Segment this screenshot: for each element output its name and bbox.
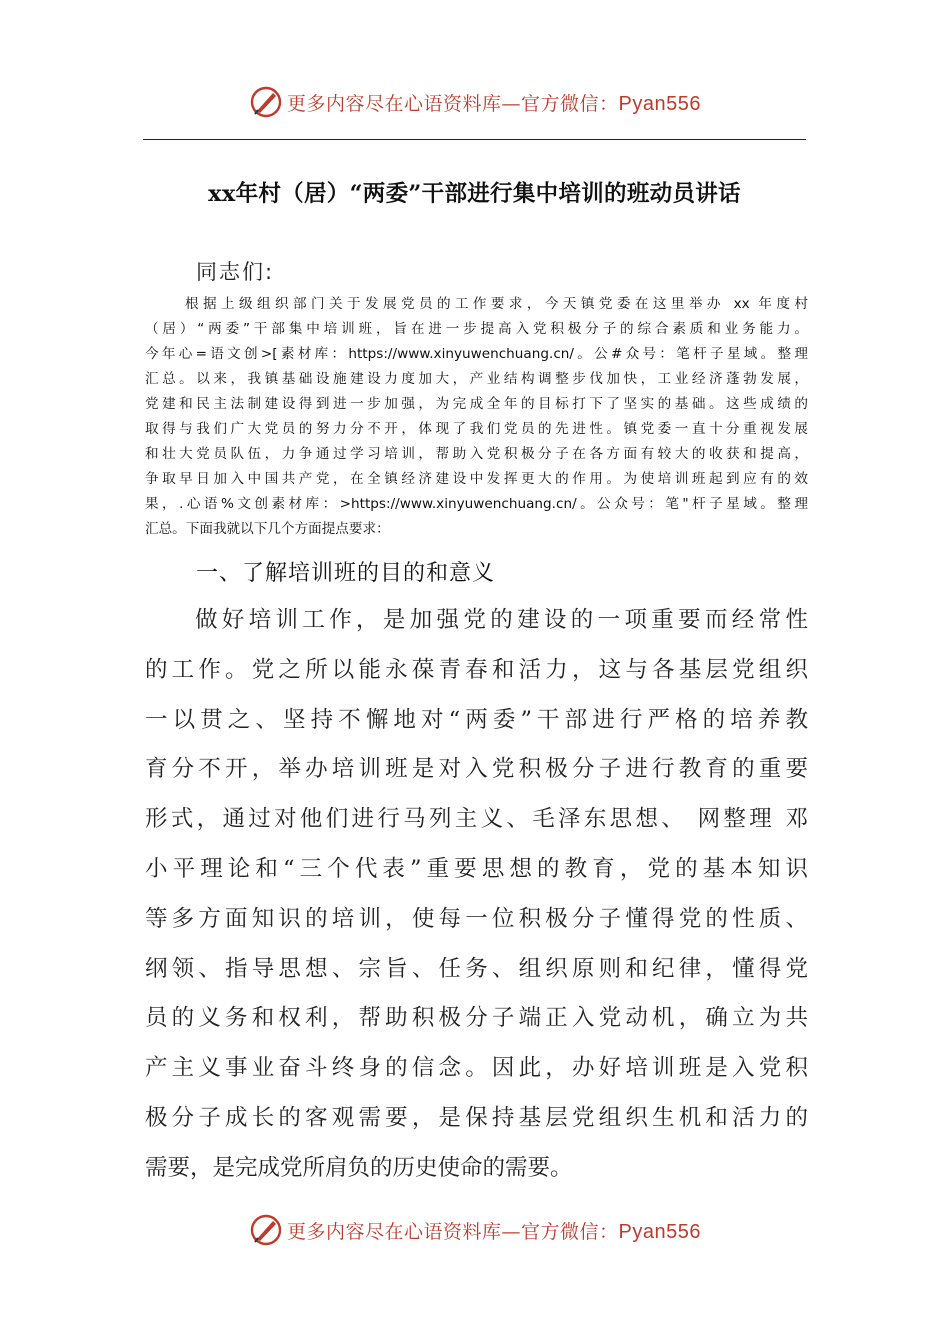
- body-paragraph: [145, 596, 808, 1194]
- salutation: 同志们:: [196, 260, 275, 284]
- quill-logo-icon: [249, 85, 283, 119]
- intro-paragraph: [145, 292, 808, 542]
- footer-banner: [0, 1210, 950, 1250]
- wechat-id: Pyan556: [618, 92, 701, 115]
- intro-line: 果，.心语%文创素材库：>https://www.xinyuwenchuang.cn/。公众号：笔"杆子星域。整理: [145, 496, 808, 512]
- body-line: 一以贯之、坚持不懈地对“两委”干部进行严格的培养教: [145, 706, 808, 733]
- body-line: 形式，通过对他们进行马列主义、毛泽东思想、 网整理 邓: [145, 806, 808, 833]
- intro-line: 汇总。下面我就以下几个方面提点要求：: [145, 521, 390, 537]
- body-line: 做好培训工作，是加强党的建设的一项重要而经常性: [195, 607, 808, 633]
- intro-line: 汇总。以来，我镇基础设施建设力度加大，产业结构调整步伐加快，工业经济蓬勃发展，: [145, 371, 808, 387]
- intro-line: 和壮大党员队伍，力争通过学习培训，帮助入党积极分子在各方面有较大的收获和提高，: [145, 446, 808, 462]
- header-banner: [0, 82, 950, 122]
- intro-line: 今年心=语文创>[素材库：https://www.xinyuwenchuang.cn/。公#众号：笔杆子星域。整理: [145, 346, 808, 362]
- body-line: 等多方面知识的培训，使每一位积极分子懂得党的性质、: [145, 905, 808, 932]
- header-divider: [143, 139, 806, 140]
- body-line: 需要，是完成党所肩负的历史使命的需要。: [145, 1154, 573, 1181]
- body-line: 育分不开，举办培训班是对入党积极分子进行教育的重要: [145, 756, 808, 783]
- intro-line: 根据上级组织部门关于发展党员的工作要求，今天镇党委在这里举办 xx 年度村: [185, 296, 808, 312]
- body-line: 小平理论和“三个代表”重要思想的教育，党的基本知识: [145, 855, 808, 882]
- body-line: 产主义事业奋斗终身的信念。因此，办好培训班是入党积: [145, 1055, 808, 1082]
- body-line: 员的义务和权利，帮助积极分子端正入党动机，确立为共: [145, 1005, 808, 1032]
- body-line: 极分子成长的客观需要，是保持基层党组织生机和活力的: [145, 1104, 808, 1131]
- document-title: xx年村（居）“两委”干部进行集中培训的班动员讲话: [208, 181, 741, 207]
- wechat-id: Pyan556: [618, 1220, 701, 1243]
- body-line: 纲领、指导思想、宗旨、任务、组织原则和纪律，懂得党: [145, 955, 808, 982]
- intro-line: 取得与我们广大党员的努力分不开，体现了我们党员的先进性。镇党委一直十分重视发展: [145, 421, 808, 437]
- body-line: 的工作。党之所以能永葆青春和活力，这与各基层党组织: [145, 656, 808, 683]
- banner-text: 更多内容尽在心语资料库—官方微信：Pyan556: [287, 92, 701, 115]
- intro-line: 党建和民主法制建设得到进一步加强，为完成全年的目标打下了坚实的基础。这些成绩的: [145, 396, 808, 412]
- intro-line: （居）“两委”干部集中培训班，旨在进一步提高入党积极分子的综合素质和业务能力。: [145, 321, 808, 337]
- intro-line: 争取早日加入中国共产党，在全镇经济建设中发挥更大的作用。为使培训班起到应有的效: [145, 471, 808, 487]
- quill-logo-icon: [249, 1213, 283, 1247]
- banner-text: 更多内容尽在心语资料库—官方微信：Pyan556: [287, 1220, 701, 1243]
- section-heading: 一、了解培训班的目的和意义: [196, 561, 496, 586]
